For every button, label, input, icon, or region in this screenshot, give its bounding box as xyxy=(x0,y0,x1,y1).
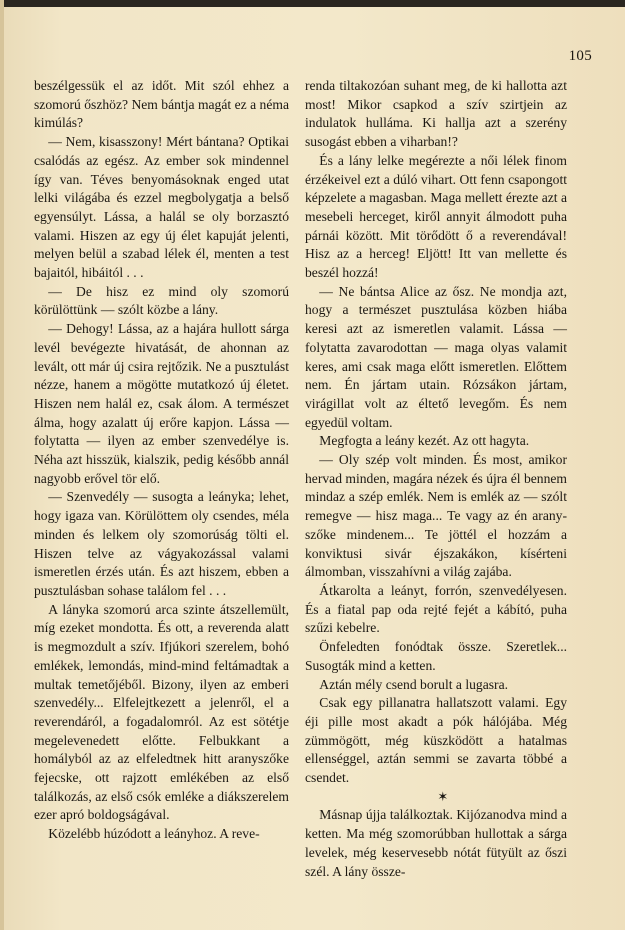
scan-left-edge xyxy=(0,0,4,930)
page-number: 105 xyxy=(568,48,592,64)
paragraph: Megfogta a leány kezét. Az ott hagyta. xyxy=(319,433,530,449)
paragraph: — Ne bántsa Alice az ősz. Ne mondja azt, hogy a természet pusztulása közben hiába keresi azt az ismeretlen valamit. Lássa — folytatta zavarodottan — maga olyas valamit keres, ami csak maga előtt ismeretlen. Előttem nem. Én jártam utain. Rózsákon jártam, virágillat volt az éltető levegőm. És nem egyedül voltam. xyxy=(305,283,567,430)
paragraph: Önfeledten fonódtak össze. Szeretlek... Susogták mind a ketten. xyxy=(305,639,567,673)
right-text-column xyxy=(305,77,567,881)
paragraph: — Szenvedély — susogta a leányka; lehet, hogy igaza van. Körülöttem oly csendes, méla minden és lelkem oly szomorúság tölti el. Hiszen telve az vágyakozással valami ismeretlen érzés után. És azt hiszem, ebben a pusztulásban sohase találom fel . . . xyxy=(34,489,289,598)
paragraph: beszélgessük el az időt. Mit szól ehhez a szomorú őszhöz? Nem bántja magát ez a néma kimúlás? xyxy=(34,78,289,131)
paragraph: Közelébb húzódott a leányhoz. A reve- xyxy=(48,826,260,842)
paragraph: renda tiltakozóan suhant meg, de ki hallotta azt most! Mikor csapkod a szív szirtjein az indulatok hulláma. Ki hallja azt a szerény susogást ebben a viharban!? xyxy=(305,78,567,150)
paragraph: — Nem, kisasszony! Mért bántana? Optikai csalódás az egész. Az ember sok mindennel így van. Téves benyomásoknak enged utat lelki világába és ezzel megbolygatja a belső egyensúlyt. Lássa, a halál se oly borzasztó valami. Hiszen az egy új élet kapuját jelenti, melyen belül a szabad lélek él, menten a test bajaitól, hibáitól . . . xyxy=(34,134,289,281)
section-break-star: ✶ xyxy=(437,788,449,804)
scan-top-edge xyxy=(0,0,625,7)
paragraph: Aztán mély csend borult a lugasra. xyxy=(319,676,509,692)
left-text-column xyxy=(34,77,289,844)
paragraph: A lányka szomorú arca szinte átszellemült, míg ezeket mondotta. És ott, a reverenda alatt is megmozdult a szív. Ifjúkori szerelem, bohó emlékek, lemondás, mind-mind feltámadtak a multak temetőjéből. Bizony, ilyen az emberi szenvedély... Elfelejtkezett a jelenről, el a reverendáról, a fogadalomról. Az est sötétje megelevenedett előtte. Felbukkant a homályból az az elfeledtnek hitt aranyszőke fejecske, ott rajzott emlékében az első találkozás, az első csók emléke a diákszerelem ezer apró boldogságával. xyxy=(34,601,289,823)
paragraph: — Dehogy! Lássa, az a hajára hullott sárga levél bevégezte hivatását, de ahonnan az levált, ott már új csira rejtőzik. Ne a pusztulást nézze, hanem a mögötte mutatkozó új életet. Hiszen nem halál ez, csak álom. A természet álma, hogy azalatt új erőre kapjon. Lássa — folytatta — ilyen az ember szenvedélye is. Néha azt hisszük, kialszik, pedig később annál nagyobb erővel tör elő. xyxy=(34,321,289,486)
paragraph: Átkarolta a leányt, forrón, szenvedélyesen. És a fiatal pap oda rejté fejét a kábító, puha szűzi kebelre. xyxy=(305,582,567,636)
paragraph: És a lány lelke megérezte a női lélek finom érzékeivel ezt a dúló vihart. Ott fenn csapongott képzelete a magasban. Maga mellett érezte azt a mesebeli herceget, kiről annyit álmodott puha párnái között. Mit törődött ő a reverendával! Hisz az a herceg! Eljött! Itt van mellette és beszél hozzá! xyxy=(305,152,567,281)
paragraph: Másnap újja találkoztak. Kijózanodva mind a ketten. Ma még szomorúbban hullottak a sárga levelek, még keservesebb nótát fütyült az őszi szél. A lány össze- xyxy=(305,807,567,879)
paragraph: Csak egy pillanatra hallatszott valami. Egy éji pille most akadt a pók hálójába. Még zümmögött, még küszködött a hatalmas ellenséggel, aztán semmi se zavarta többé a csendet. xyxy=(305,695,567,786)
paragraph: — Oly szép volt minden. És most, amikor hervad minden, magára nézek és újra él bennem mindaz a szép emlék. Nem is emlék az — szólt remegve — hisz maga... Te vagy az én arany-szőke mindenem... Te jöttél el hozzám a konviktusi sivár éjszakákon, kísérteni álmomban, visszahívni a világ zajába. xyxy=(305,452,567,580)
paragraph: — De hisz ez mind oly szomorú körülöttünk — szólt közbe a lány. xyxy=(34,283,289,318)
